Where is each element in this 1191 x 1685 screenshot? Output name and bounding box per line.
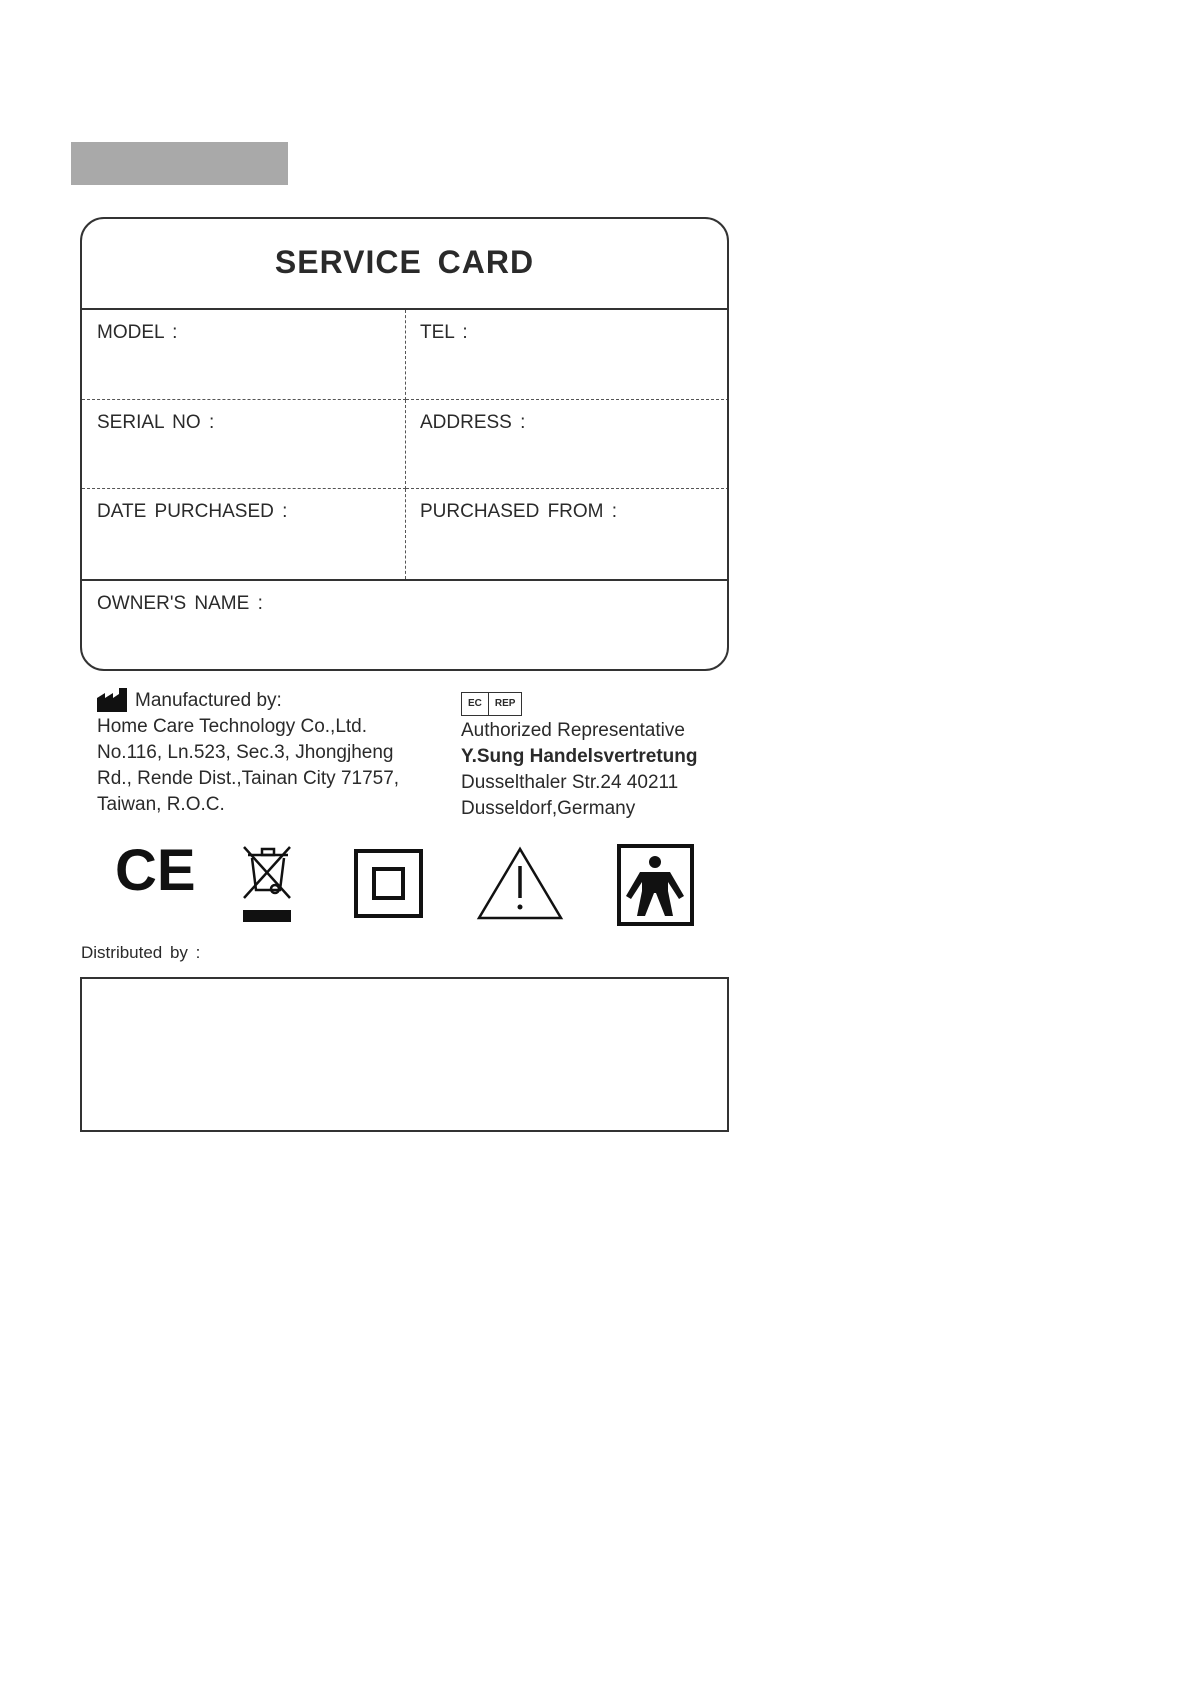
field-owners-name-label: OWNER'S NAME : — [97, 593, 263, 614]
representative-line: Dusseldorf,Germany — [461, 798, 636, 819]
field-address[interactable] — [406, 400, 729, 489]
section-tab-gray — [71, 142, 288, 185]
field-tel-label: TEL : — [420, 322, 468, 343]
representative-heading: Authorized Representative — [461, 720, 685, 741]
manufacturer-line: Taiwan, R.O.C. — [97, 794, 225, 815]
service-card — [80, 217, 729, 671]
type-bf-icon — [619, 846, 692, 924]
field-purchased-from-label: PURCHASED FROM : — [420, 501, 618, 522]
manufacturer-block — [97, 688, 437, 818]
ec-rep-badge — [461, 692, 522, 716]
representative-line: Dusselthaler Str.24 40211 — [461, 772, 679, 793]
field-serial-no[interactable] — [82, 400, 406, 489]
field-address-label: ADDRESS : — [420, 412, 526, 433]
class-ii-icon — [356, 851, 421, 916]
warning-icon — [479, 849, 561, 918]
field-serial-no-label: SERIAL NO : — [97, 412, 215, 433]
card-title: SERVICE CARD — [82, 219, 727, 310]
field-date-purchased[interactable] — [82, 489, 406, 579]
factory-icon — [97, 688, 127, 712]
manufacturer-line: Home Care Technology Co.,Ltd. — [97, 716, 368, 737]
ec-rep-badge-right: REP — [488, 693, 522, 715]
manufacturer-heading: Manufactured by: — [135, 690, 282, 711]
field-model[interactable] — [82, 310, 406, 400]
representative-company: Y.Sung Handelsvertretung — [461, 746, 698, 767]
svg-text:CE: CE — [115, 838, 196, 903]
weee-bin-icon — [243, 847, 291, 922]
representative-block — [461, 688, 741, 822]
ec-rep-badge-left: EC — [468, 698, 482, 709]
field-owners-name[interactable] — [82, 579, 727, 671]
manufacturer-line: Rd., Rende Dist.,Tainan City 71757, — [97, 768, 400, 789]
ce-mark-icon — [115, 838, 196, 903]
field-purchased-from[interactable] — [406, 489, 729, 579]
distributed-by-label: Distributed by : — [81, 943, 201, 962]
field-tel[interactable] — [406, 310, 729, 400]
distributor-box[interactable] — [80, 977, 729, 1132]
field-model-label: MODEL : — [97, 322, 178, 343]
manufacturer-line: No.116, Ln.523, Sec.3, Jhongjheng — [97, 742, 394, 763]
field-date-purchased-label: DATE PURCHASED : — [97, 501, 288, 522]
